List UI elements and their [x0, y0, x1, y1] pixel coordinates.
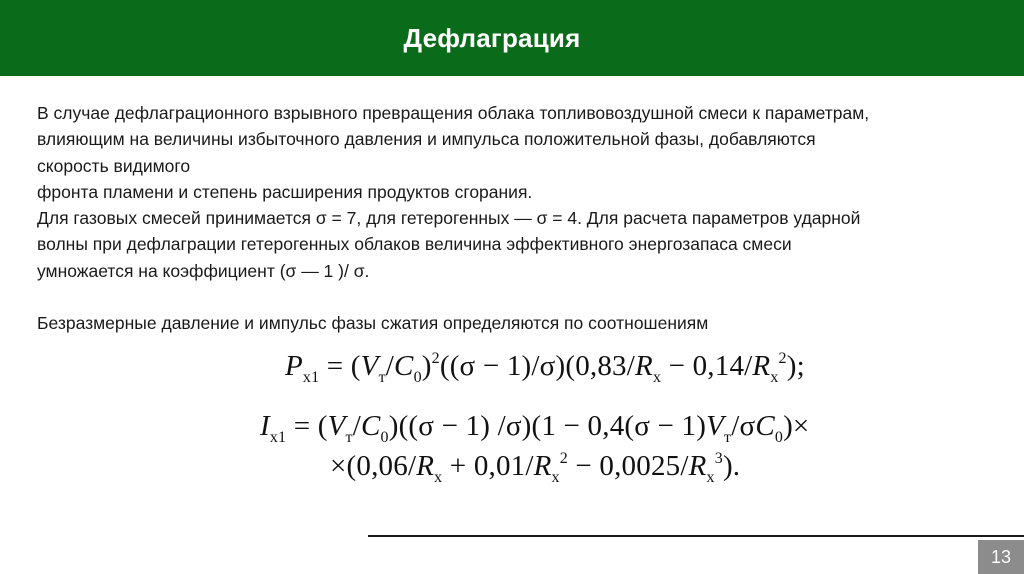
impulse-formula-line1: $I_{x1} = (V_т/C_0)((\sigma - 1) /\sigma)(1 - 0,4(\sigma - 1)V_т/\sigma C_0)\times$: [260, 410, 810, 446]
second-paragraph: Безразмерные давление и импульс фазы сжатия определяются по соотношениям: [37, 313, 709, 334]
page-number: 13: [978, 540, 1024, 574]
paragraph-line: влияющим на величины избыточного давления и импульса положительной фазы, добавляются: [37, 129, 816, 150]
paragraph-line: волны при дефлаграции гетерогенных облаков величина эффективного энергозапаса смеси: [37, 234, 792, 255]
slide-body: [37, 100, 987, 336]
paragraph-line: фронта пламени и степень расширения продуктов сгорания.: [37, 181, 533, 202]
slide-header: [0, 0, 1024, 76]
footer-divider: [368, 535, 1024, 537]
pressure-formula: $P_{x1} = (V_т/C_0)^2((\sigma - 1)/\sigma)(0,83/R_x - 0,14/R_x^2)$;: [285, 350, 805, 386]
paragraph-line: умножается на коэффициент (σ — 1 )/ σ.: [37, 260, 370, 281]
paragraph-line: скорость видимого: [37, 155, 191, 176]
impulse-formula-line2: $\times(0,06/R_x + 0,01/R_x^2 - 0,0025/R_x^3)$.: [330, 450, 741, 486]
paragraph-line: В случае дефлаграционного взрывного превращения облака топливовоздушной смеси к параметрам,: [37, 103, 870, 123]
slide-title: Дефлаграция: [403, 22, 581, 53]
paragraph-line: Для газовых смесей принимается σ = 7, для гетерогенных — σ = 4. Для расчета параметров ударной: [37, 208, 861, 229]
paragraph-gap: [37, 284, 987, 310]
